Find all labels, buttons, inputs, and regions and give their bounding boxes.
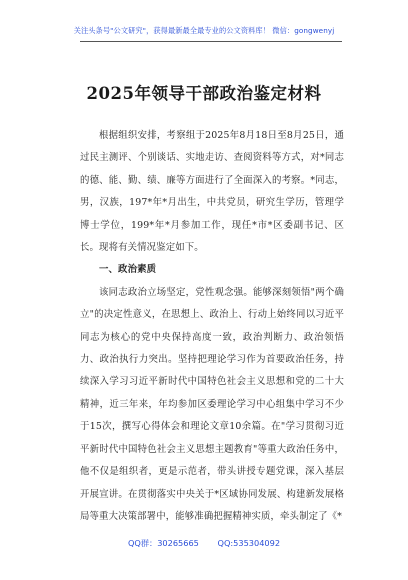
section-paragraph: 该同志政治立场坚定，党性观念强。能够深刻领悟"两个确立"的决定性意义，在思想上、政治上、行动上始终同以习近平同志为核心的党中央保持高度一致，政治判断力、政治领悟力、政治执行力突出。坚持把理论学习作为首要政治任务，持续深入学习习近平新时代中国特色社会主义思想和党的二十大精神，近三年来，年均参加区委理论学习中心组集中学习不少于15次，撰写心得体会和理论文章10余篇。在"学习贯彻习近平新时代中国特色社会主义思想主题教育"等重大政治任务中，他不仅是组织者，更是示范者，带头讲授专题党课，深入基层开展宣讲。在贯彻落实中央关于*区域协同发展、构建新发展格局等重大决策部署中，能够准确把握精神实质，牵头制定了《* [80,286,344,522]
header-promo-note: 关注头条号"公文研究"，获得最新最全最专业的公文资料库！ 微信：gongwenyj [73,26,335,35]
footer-contact [0,538,408,549]
header-divider [80,41,342,42]
section-heading: 一、政治素质 [99,264,157,276]
footer-qq-group: QQ群：30265665 [127,538,199,548]
footer-qq-number: QQ:535304092 [217,538,281,548]
document-title: 2025年领导干部政治鉴定材料 [86,84,322,103]
document-body [80,125,344,528]
intro-paragraph: 根据组织安排，考察组于2025年8月18日至8月25日，通过民主测评、个别谈话、实地走访、查阅资料等方式，对*同志的德、能、勤、绩、廉等方面进行了全面深入的考察。*同志，男，汉族，197*年*月出生，中共党员，研究生学历，管理学博士学位，199*年*月参加工作，现任*市*区委副书记、区长。现将有关情况鉴定如下。 [80,130,344,254]
